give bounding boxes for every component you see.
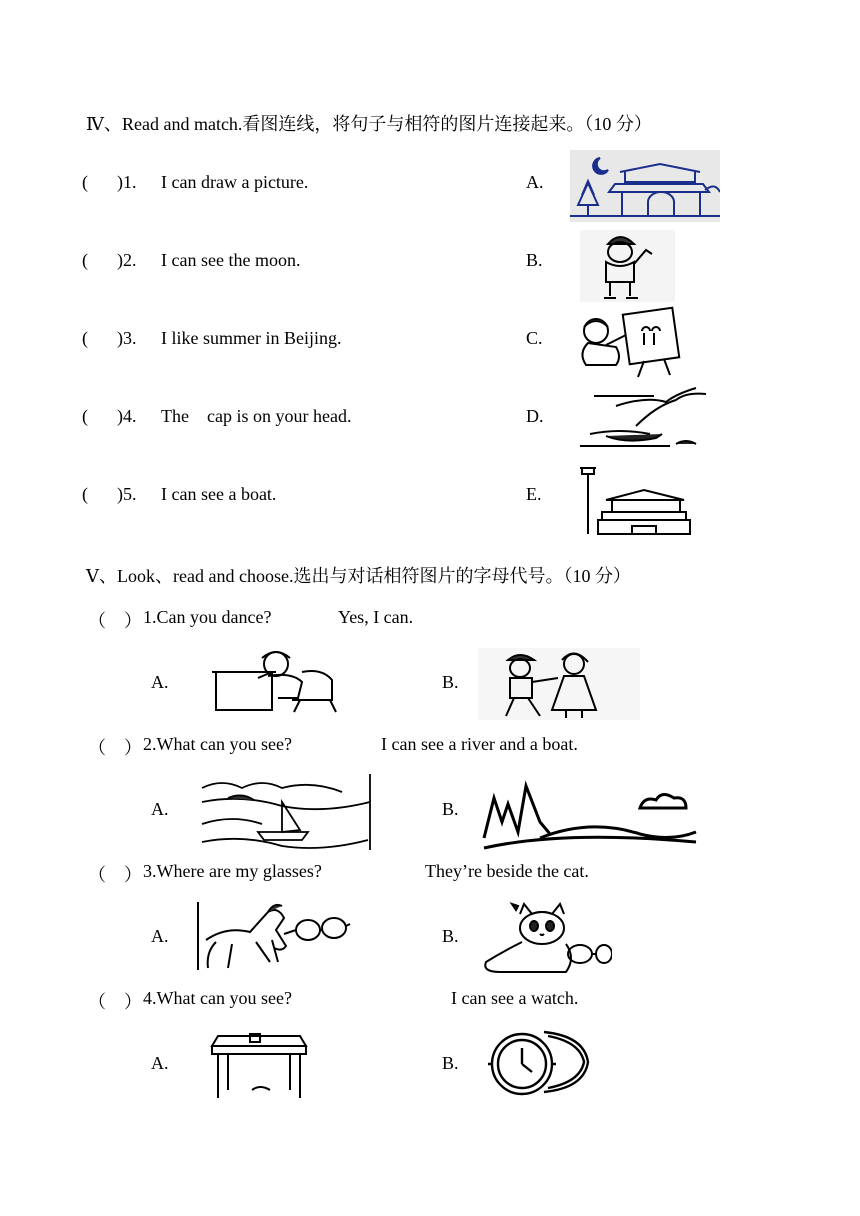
item-sentence: I like summer in Beijing. <box>161 328 342 348</box>
answer-paren-open: ( <box>82 406 88 426</box>
item-sentence: I can draw a picture. <box>161 172 309 192</box>
item-number: )3. <box>117 328 137 348</box>
person-writing-icon <box>210 648 358 714</box>
answer-paren: （ ） <box>88 992 142 1012</box>
table-icon <box>206 1030 312 1102</box>
question-text: 3.Where are my glasses? <box>143 861 322 881</box>
item-sentence: I can see a boat. <box>161 484 277 504</box>
item-sentence: I can see the moon. <box>161 250 301 270</box>
item-number: )4. <box>117 406 137 426</box>
answer-paren: （ ） <box>88 611 142 631</box>
horse-glasses-icon <box>196 900 352 972</box>
option-b-label: B. <box>442 672 459 692</box>
answer-paren-open: ( <box>82 328 88 348</box>
option-b-label: B. <box>442 799 459 819</box>
option-b-label: B. <box>442 926 459 946</box>
option-b-label: B. <box>442 1053 459 1073</box>
item-sentence: The cap is on your head. <box>161 406 352 426</box>
item-number: )2. <box>117 250 137 270</box>
item-number: )1. <box>117 172 137 192</box>
question-text: 2.What can you see? <box>143 734 292 754</box>
question-text: 4.What can you see? <box>143 988 292 1008</box>
cat-glasses-icon <box>480 902 612 976</box>
section-5-title: Ⅴ、Look、read and choose.选出与对话相符图片的字母代号。（10 分） <box>86 566 631 586</box>
night-palace-icon <box>570 150 720 222</box>
watch-icon <box>484 1026 592 1098</box>
mountains-icon <box>480 778 700 850</box>
answer-paren-open: ( <box>82 250 88 270</box>
boat-landscape-icon <box>576 384 716 458</box>
boy-drawing-icon <box>574 305 684 379</box>
answer-text: They’re beside the cat. <box>425 861 589 881</box>
answer-paren-open: ( <box>82 484 88 504</box>
answer-text: I can see a river and a boat. <box>381 734 578 754</box>
option-a-label: A. <box>151 926 169 946</box>
dancing-couple-icon <box>478 648 640 720</box>
river-boat-icon <box>198 774 372 850</box>
answer-paren-open: ( <box>82 172 88 192</box>
option-a-label: A. <box>151 1053 169 1073</box>
option-a-label: A. <box>151 672 169 692</box>
option-letter: E. <box>526 484 542 504</box>
option-letter: A. <box>526 172 544 192</box>
beijing-gate-icon <box>572 462 692 536</box>
option-letter: B. <box>526 250 543 270</box>
answer-text: I can see a watch. <box>451 988 579 1008</box>
option-a-label: A. <box>151 799 169 819</box>
option-letter: C. <box>526 328 543 348</box>
question-text: 1.Can you dance? <box>143 607 272 627</box>
answer-paren: （ ） <box>88 865 142 885</box>
section-4-title: Ⅳ、Read and match.看图连线，将句子与相符的图片连接起来。（10 分） <box>86 114 652 134</box>
item-number: )5. <box>117 484 137 504</box>
answer-text: Yes, I can. <box>338 607 414 627</box>
boy-with-cap-icon <box>580 230 675 302</box>
option-letter: D. <box>526 406 544 426</box>
answer-paren: （ ） <box>88 738 142 758</box>
